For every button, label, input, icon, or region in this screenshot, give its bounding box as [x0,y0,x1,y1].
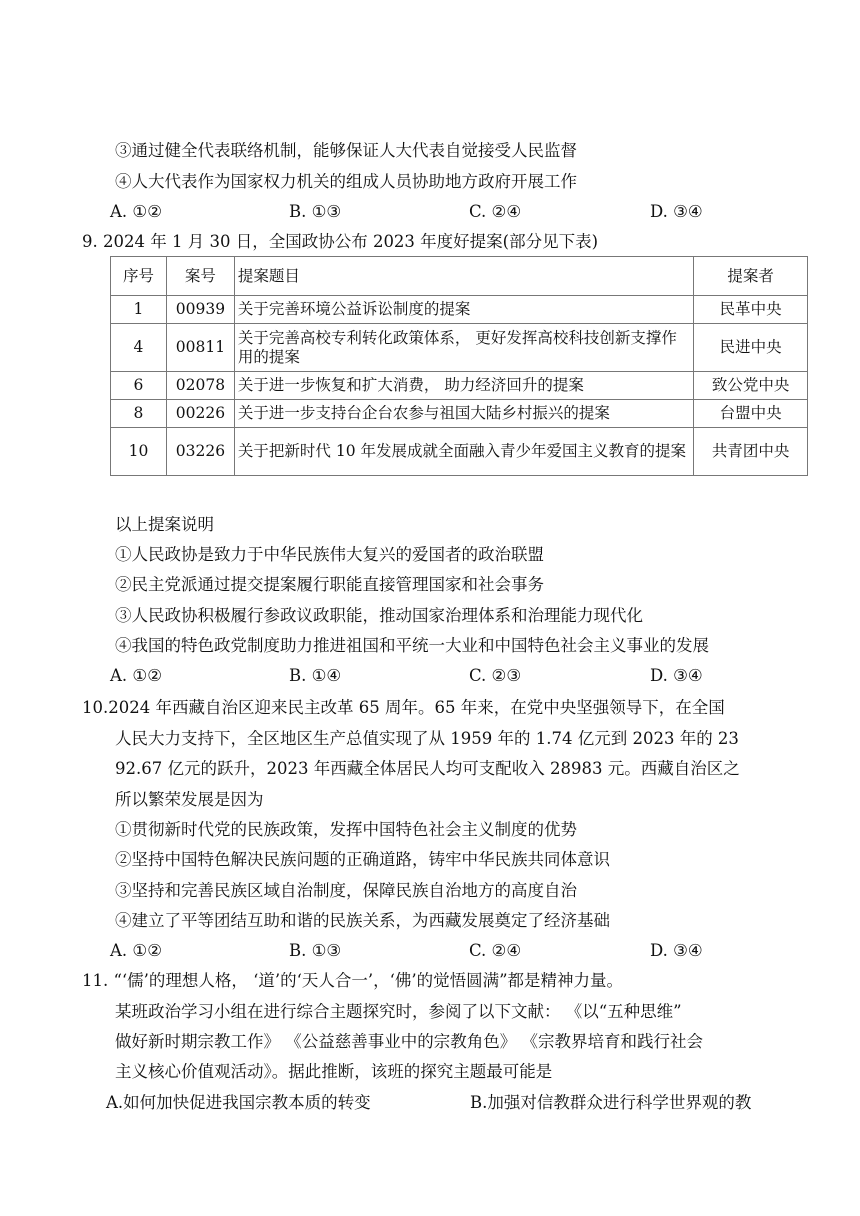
q9-option-a: A. ①② [110,666,162,685]
cell-no: 6 [111,372,167,400]
cell-no: 4 [111,324,167,372]
table-row [111,428,808,476]
q10-statement-4: ④建立了平等团结互助和谐的民族关系，为西藏发展奠定了经济基础 [115,911,610,930]
table-row [111,400,808,428]
proposal-table [110,256,808,476]
q8-statement-4: ④人大代表作为国家权力机关的组成人员协助地方政府开展工作 [115,172,577,191]
q10-stem-line-1: 10.2024 年西藏自治区迎来民主改革 65 周年。65 年来，在党中央坚强领导下，在全国 [82,698,725,717]
q11-stem-line-4: 主义核心价值观活动》。据此推断，该班的探究主题最可能是 [115,1062,553,1081]
table-row [111,372,808,400]
q8-option-c: C. ②④ [469,202,522,221]
q10-statement-1: ①贯彻新时代党的民族政策，发挥中国特色社会主义制度的优势 [115,820,577,839]
header-code: 案号 [166,257,234,296]
q8-option-b: B. ①③ [289,202,342,221]
header-no: 序号 [111,257,167,296]
q10-option-c: C. ②④ [469,941,522,960]
header-author: 提案者 [694,257,808,296]
q10-statement-3: ③坚持和完善民族区域自治制度，保障民族自治地方的高度自治 [115,881,577,900]
q9-option-c: C. ②③ [469,666,522,685]
q9-option-b: B. ①④ [289,666,342,685]
q10-stem-line-4: 所以繁荣发展是因为 [115,790,264,809]
q11-option-b: B.加强对信教群众进行科学世界观的教 [470,1093,752,1112]
cell-no: 10 [111,428,167,476]
q11-stem-line-3: 做好新时期宗教工作》 《公益慈善事业中的宗教角色》 《宗教界培育和践行社会 [115,1032,703,1051]
table-row [111,296,808,324]
q8-option-d: D. ③④ [650,202,703,221]
table-header-row [111,257,808,296]
cell-author: 民进中央 [694,324,808,372]
cell-title: 关于进一步恢复和扩大消费， 助力经济回升的提案 [234,372,693,400]
q10-statement-2: ②坚持中国特色解决民族问题的正确道路，铸牢中华民族共同体意识 [115,850,610,869]
cell-author: 民革中央 [694,296,808,324]
q9-lead: 以上提案说明 [115,515,214,534]
cell-no: 8 [111,400,167,428]
cell-author: 台盟中央 [694,400,808,428]
q10-option-d: D. ③④ [650,941,703,960]
cell-code: 03226 [166,428,234,476]
cell-code: 00811 [166,324,234,372]
q9-statement-1: ①人民政协是致力于中华民族伟大复兴的爱国者的政治联盟 [115,545,544,564]
q10-stem-line-3: 92.67 亿元的跃升，2023 年西藏全体居民人均可支配收入 28983 元。西藏自治区之 [115,759,740,778]
cell-title: 关于进一步支持台企台农参与祖国大陆乡村振兴的提案 [234,400,693,428]
cell-no: 1 [111,296,167,324]
cell-author: 致公党中央 [694,372,808,400]
cell-title: 关于把新时代 10 年发展成就全面融入青少年爱国主义教育的提案 [234,428,693,476]
q9-statement-2: ②民主党派通过提交提案履行职能直接管理国家和社会事务 [115,575,544,594]
q8-option-a: A. ①② [110,202,162,221]
cell-code: 02078 [166,372,234,400]
q9-statement-4: ④我国的特色政党制度助力推进祖国和平统一大业和中国特色社会主义事业的发展 [115,636,709,655]
q10-option-b: B. ①③ [289,941,342,960]
q11-option-a: A.如何加快促进我国宗教本质的转变 [106,1093,371,1112]
cell-author: 共青团中央 [694,428,808,476]
q11-stem-line-2: 某班政治学习小组在进行综合主题探究时，参阅了以下文献： 《以“五种思维” [115,1002,682,1021]
q9-stem: 9. 2024 年 1 月 30 日，全国政协公布 2023 年度好提案(部分见下表) [82,232,599,251]
q9-statement-3: ③人民政协积极履行参政议政职能，推动国家治理体系和治理能力现代化 [115,606,643,625]
table-row [111,324,808,372]
q10-stem-line-2: 人民大力支持下，全区地区生产总值实现了从 1959 年的 1.74 亿元到 2023 年的 23 [115,729,739,748]
q9-option-d: D. ③④ [650,666,703,685]
cell-code: 00939 [166,296,234,324]
q8-statement-3: ③通过健全代表联络机制，能够保证人大代表自觉接受人民监督 [115,141,577,160]
cell-title: 关于完善环境公益诉讼制度的提案 [234,296,693,324]
header-title: 提案题目 [234,257,693,296]
cell-title: 关于完善高校专利转化政策体系， 更好发挥高校科技创新支撑作用的提案 [234,324,693,372]
q10-option-a: A. ①② [110,941,162,960]
cell-code: 00226 [166,400,234,428]
q11-stem-line-1: 11. “‘儒’的理想人格， ‘道’的‘天人合一’，‘佛’的觉悟圆满”都是精神力量。 [82,971,624,990]
